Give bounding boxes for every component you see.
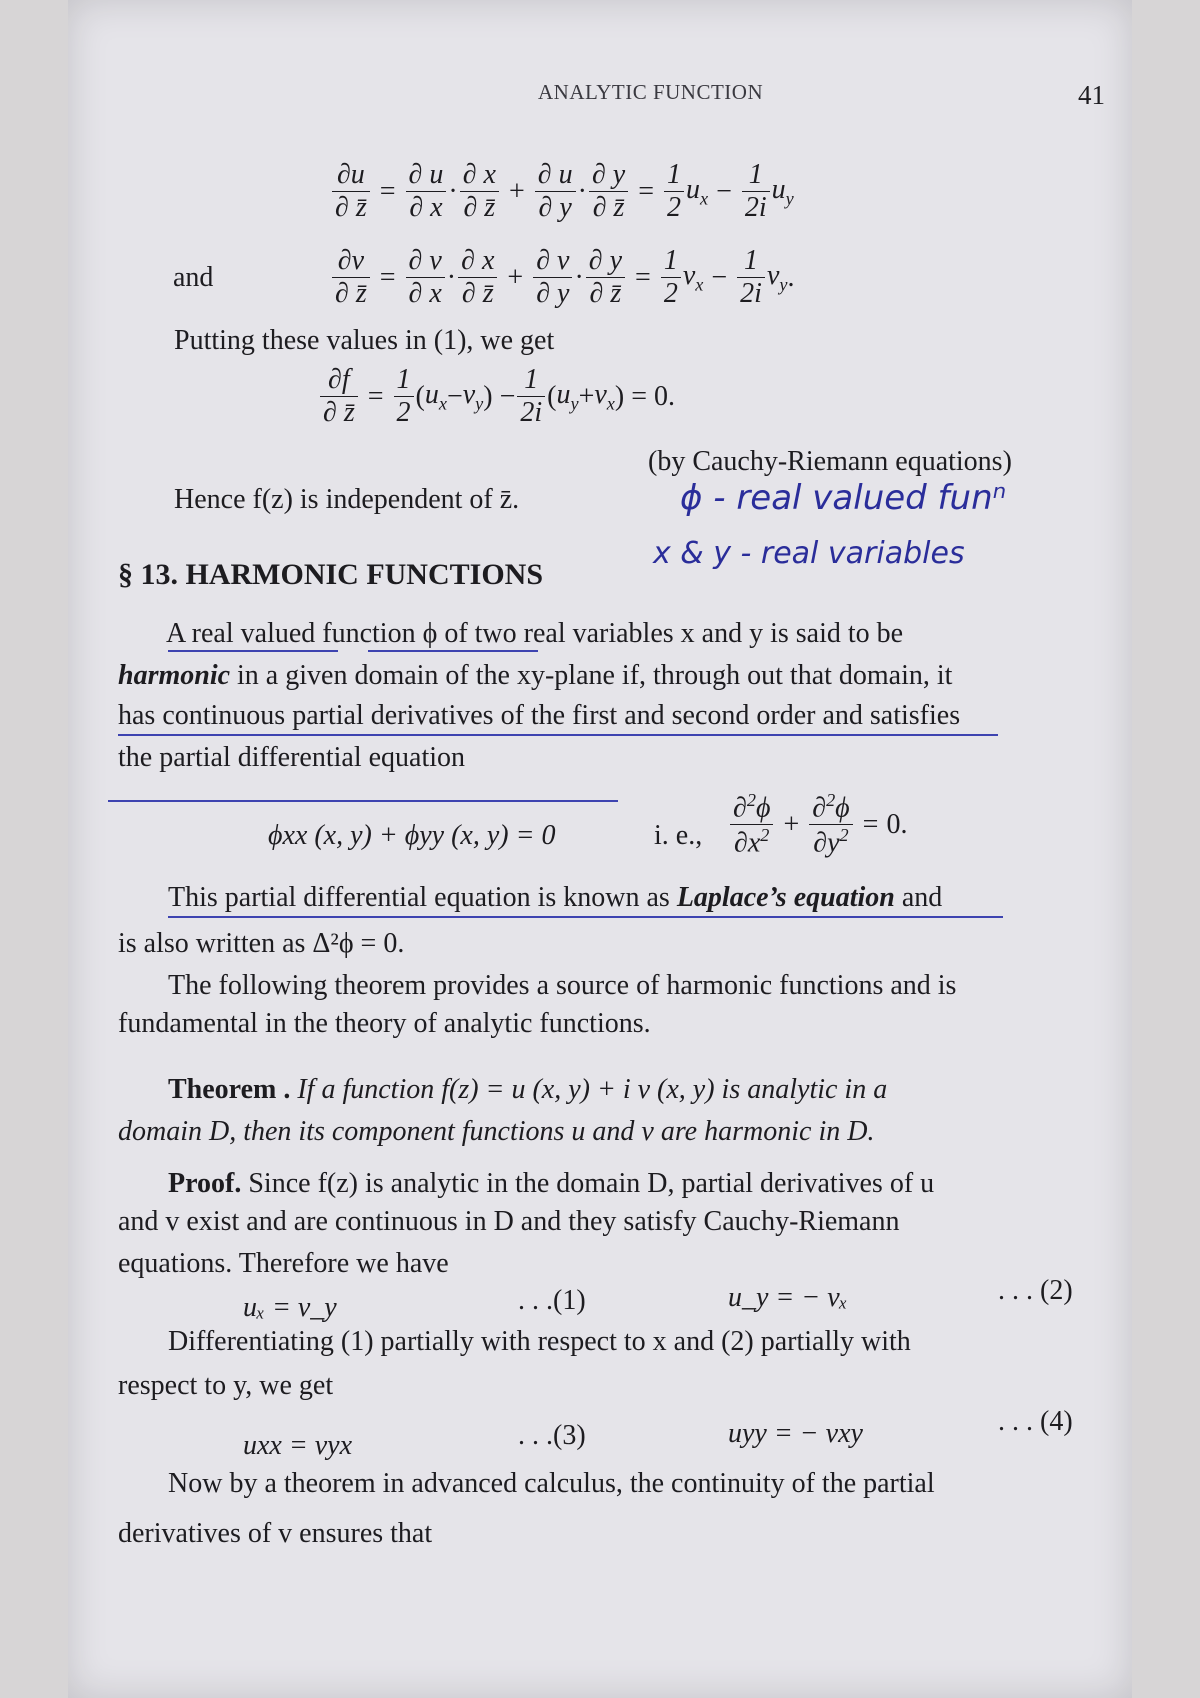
equation-du-dzbar: $\frac{\partial u}{\partial z̄}$ = $\frac{\partial u}{\partial x}$ · $\frac{\partial x}{\partial z̄}$ + $\frac{\partial u}{\partial y}$ · $\frac{\partial y}{\partial z̄}$ = $\frac{1}{2}$ $u_x$ − $\frac{1}{2i}$ $u_y$	[330, 160, 794, 224]
eq2: u_y = − vₓ	[728, 1282, 848, 1313]
eq4: uyy = − vxy	[728, 1418, 863, 1449]
para1-line4: the partial differential equation	[118, 742, 466, 773]
pen-underline-1	[168, 650, 338, 652]
hence-line: Hence f(z) is independent of z̄.	[174, 484, 520, 515]
para2-line2: is also written as Δ²ϕ = 0.	[118, 928, 405, 959]
pen-underline-5	[168, 916, 1003, 918]
proof-label: Proof.	[168, 1168, 242, 1199]
proof-line3: equations. Therefore we have	[118, 1248, 449, 1279]
harmonic-term: harmonic	[118, 660, 231, 691]
proof-line1	[168, 1168, 934, 1200]
eq1: uₓ = v_y	[243, 1292, 337, 1323]
theorem-label: Theorem .	[168, 1074, 291, 1105]
handwritten-note-2: x & y - real variables	[653, 536, 965, 571]
eq1-number: . . .(1)	[518, 1285, 586, 1316]
and-label: and	[173, 262, 214, 293]
eq4-number: . . . (4)	[998, 1406, 1073, 1437]
diff-line2: respect to y, we get	[118, 1370, 334, 1401]
theorem-line2: domain D, then its component functions u and v are harmonic in D.	[118, 1116, 875, 1147]
para3-line2: fundamental in the theory of analytic functions.	[118, 1008, 651, 1039]
proof-line2: and v exist and are continuous in D and they satisfy Cauchy-Riemann	[118, 1206, 900, 1237]
page-number: 41	[1078, 80, 1105, 110]
now-line2: derivatives of v ensures that	[118, 1518, 433, 1549]
putting-line: Putting these values in (1), we get	[174, 325, 555, 356]
para1-line2-rest: in a given domain of the xy-plane if, through out that domain, it	[230, 660, 953, 691]
by-cauchy-riemann: (by Cauchy-Riemann equations)	[648, 446, 1012, 477]
laplace-fraction: $\frac{\partial^2\phi}{\partial x^2}$ + $\frac{\partial^2\phi}{\partial y^2}$ = 0.	[728, 790, 907, 860]
section-heading: § 13. HARMONIC FUNCTIONS	[118, 558, 544, 591]
pen-underline-2	[368, 650, 538, 652]
eq3-number: . . .(3)	[518, 1420, 586, 1451]
ie-label: i. e.,	[654, 820, 703, 851]
diff-line1: Differentiating (1) partially with respect to x and (2) partially with	[168, 1326, 911, 1357]
theorem-line1	[168, 1074, 887, 1106]
para1-line3: has continuous partial derivatives of the first and second order and satisfies	[118, 700, 961, 731]
eq3: uxx = vyx	[243, 1430, 353, 1461]
now-line1: Now by a theorem in advanced calculus, the continuity of the partial	[168, 1468, 935, 1499]
eq2-number: . . . (2)	[998, 1275, 1073, 1306]
running-title: ANALYTIC FUNCTION	[538, 80, 764, 104]
para1-line1: A real valued function ϕ of two real variables x and y is said to be	[166, 618, 904, 649]
laplace-term: Laplace’s equation	[676, 882, 895, 913]
theorem-text-1: If a function f(z) = u (x, y) + i v (x, y) is analytic in a	[290, 1074, 888, 1105]
pen-underline-4	[108, 800, 618, 802]
para2-line1	[168, 882, 942, 914]
equation-df-dzbar: $\frac{\partial f}{\partial z̄}$ = $\frac{1}{2}$ ( $u_x$ − $v_y$ ) − $\frac{1}{2i}$ ( $u_y$ + $v_x$ ) = 0.	[318, 365, 675, 429]
para3-line1: The following theorem provides a source of harmonic functions and is	[168, 970, 957, 1001]
pen-underline-3	[118, 734, 998, 736]
para2-part-c: and	[894, 882, 943, 913]
para1-line2	[118, 660, 952, 692]
handwritten-note-1: ϕ - real valued funⁿ	[680, 478, 1007, 518]
laplace-equation: ϕxx (x, y) + ϕyy (x, y) = 0	[268, 820, 556, 851]
para2-part-a: This partial differential equation is known as	[168, 882, 677, 913]
equation-dv-dzbar: $\frac{\partial v}{\partial z̄}$ = $\frac{\partial v}{\partial x}$ · $\frac{\partial x}{\partial z̄}$ + $\frac{\partial v}{\partial y}$ · $\frac{\partial y}{\partial z̄}$ = $\frac{1}{2}$ $v_x$ − $\frac{1}{2i}$ $v_y$ .	[330, 246, 794, 310]
proof-text-1: Since f(z) is analytic in the domain D, partial derivatives of u	[241, 1168, 935, 1199]
book-page	[68, 0, 1132, 1698]
